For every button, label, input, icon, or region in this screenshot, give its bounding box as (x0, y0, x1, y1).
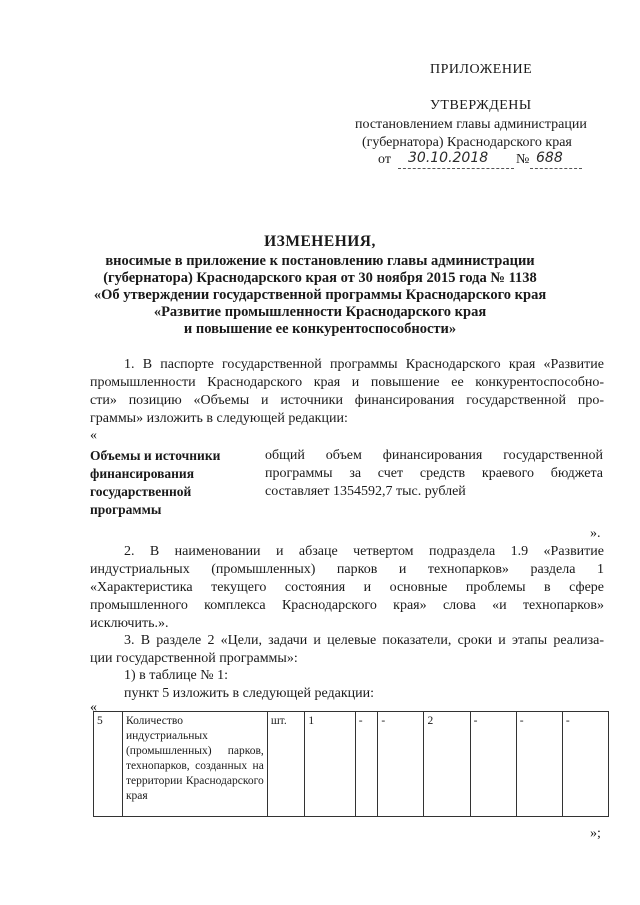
cell-value-3: - (378, 712, 424, 817)
paragraph-1-line-4: граммы» изложить в следующей редакции: (90, 411, 348, 426)
number-underline (530, 168, 582, 169)
cell-value-4: 2 (424, 712, 470, 817)
document-title: ИЗМЕНЕНИЯ, (264, 233, 376, 250)
block-left-line-2: финансирования (90, 466, 195, 481)
table-row (94, 712, 609, 817)
header-line-1: постановлением главы администрации (355, 117, 587, 132)
title-line-4: «Развитие промышленности Краснодарского края (153, 304, 487, 320)
cell-value-6: - (516, 712, 562, 817)
paragraph-2-line-4: промышленного комплекса Краснодарского края» слова «и технопарков» (90, 598, 604, 613)
paragraph-1-line-3: сти» позицию «Объемы и источники финансирования государственной про- (90, 393, 604, 408)
cell-value-1: 1 (305, 712, 355, 817)
paragraph-2-line-1: 2. В наименовании и абзаце четвертом подраздела 1.9 «Развитие (124, 544, 604, 559)
block-left-line-1: Объемы и источники (90, 448, 221, 463)
indicator-table (93, 711, 609, 817)
approved-label: УТВЕРЖДЕНЫ (430, 98, 532, 113)
open-quote-1: « (90, 428, 97, 443)
cell-number: 5 (94, 712, 123, 817)
paragraph-1-line-2: промышленности Краснодарского края и повышение ее конкурентоспособно- (90, 375, 604, 390)
cell-description: Количество индустриальных (промышленных) парков, технопарков, созданных на территории Краснодарского края (122, 712, 267, 817)
open-quote-2: « (90, 700, 97, 715)
cell-value-2: - (355, 712, 378, 817)
handwritten-number: 688 (536, 150, 563, 166)
paragraph-2-line-3: «Характеристика текущего состояния и основные проблемы в сфере (90, 580, 604, 595)
number-label: № (516, 152, 530, 167)
paragraph-3-line-3: 1) в таблице № 1: (124, 668, 228, 683)
block-left-line-4: программы (90, 502, 162, 517)
paragraph-2-line-5: исключить.». (90, 616, 169, 631)
title-line-1: вносимые в приложение к постановлению главы администрации (105, 253, 535, 269)
close-quote-2: »; (590, 826, 601, 841)
paragraph-1-line-1: 1. В паспорте государственной программы Краснодарского края «Развитие (124, 357, 604, 372)
date-underline (398, 168, 514, 169)
block-right-line-3: составляет 1354592,7 тыс. рублей (265, 484, 466, 499)
block-right-line-2: программы за счет средств краевого бюджета (265, 466, 603, 481)
block-left-line-3: государственной (90, 484, 192, 499)
title-line-2: (губернатора) Краснодарского края от 30 ноября 2015 года № 1138 (103, 270, 537, 286)
paragraph-3-line-2: ции государственной программы»: (90, 651, 298, 666)
paragraph-3-line-4: пункт 5 изложить в следующей редакции: (124, 686, 374, 701)
header-line-2: (губернатора) Краснодарского края (362, 135, 572, 150)
close-quote-1: ». (590, 526, 601, 541)
handwritten-date: 30.10.2018 (408, 150, 489, 166)
cell-value-7: - (562, 712, 608, 817)
paragraph-2-line-2: индустриальных (промышленных) парков и технопарков» раздела 1 (90, 562, 604, 577)
block-right-line-1: общий объем финансирования государственной (265, 448, 603, 463)
paragraph-3-line-1: 3. В разделе 2 «Цели, задачи и целевые показатели, сроки и этапы реализа- (124, 633, 604, 648)
appendix-label: ПРИЛОЖЕНИЕ (430, 62, 533, 77)
cell-value-5: - (470, 712, 516, 817)
title-line-3: «Об утверждении государственной программы Краснодарского края (93, 287, 547, 303)
from-label: от (378, 152, 391, 167)
title-line-5: и повышение ее конкурентоспособности» (183, 321, 457, 337)
cell-unit: шт. (267, 712, 305, 817)
